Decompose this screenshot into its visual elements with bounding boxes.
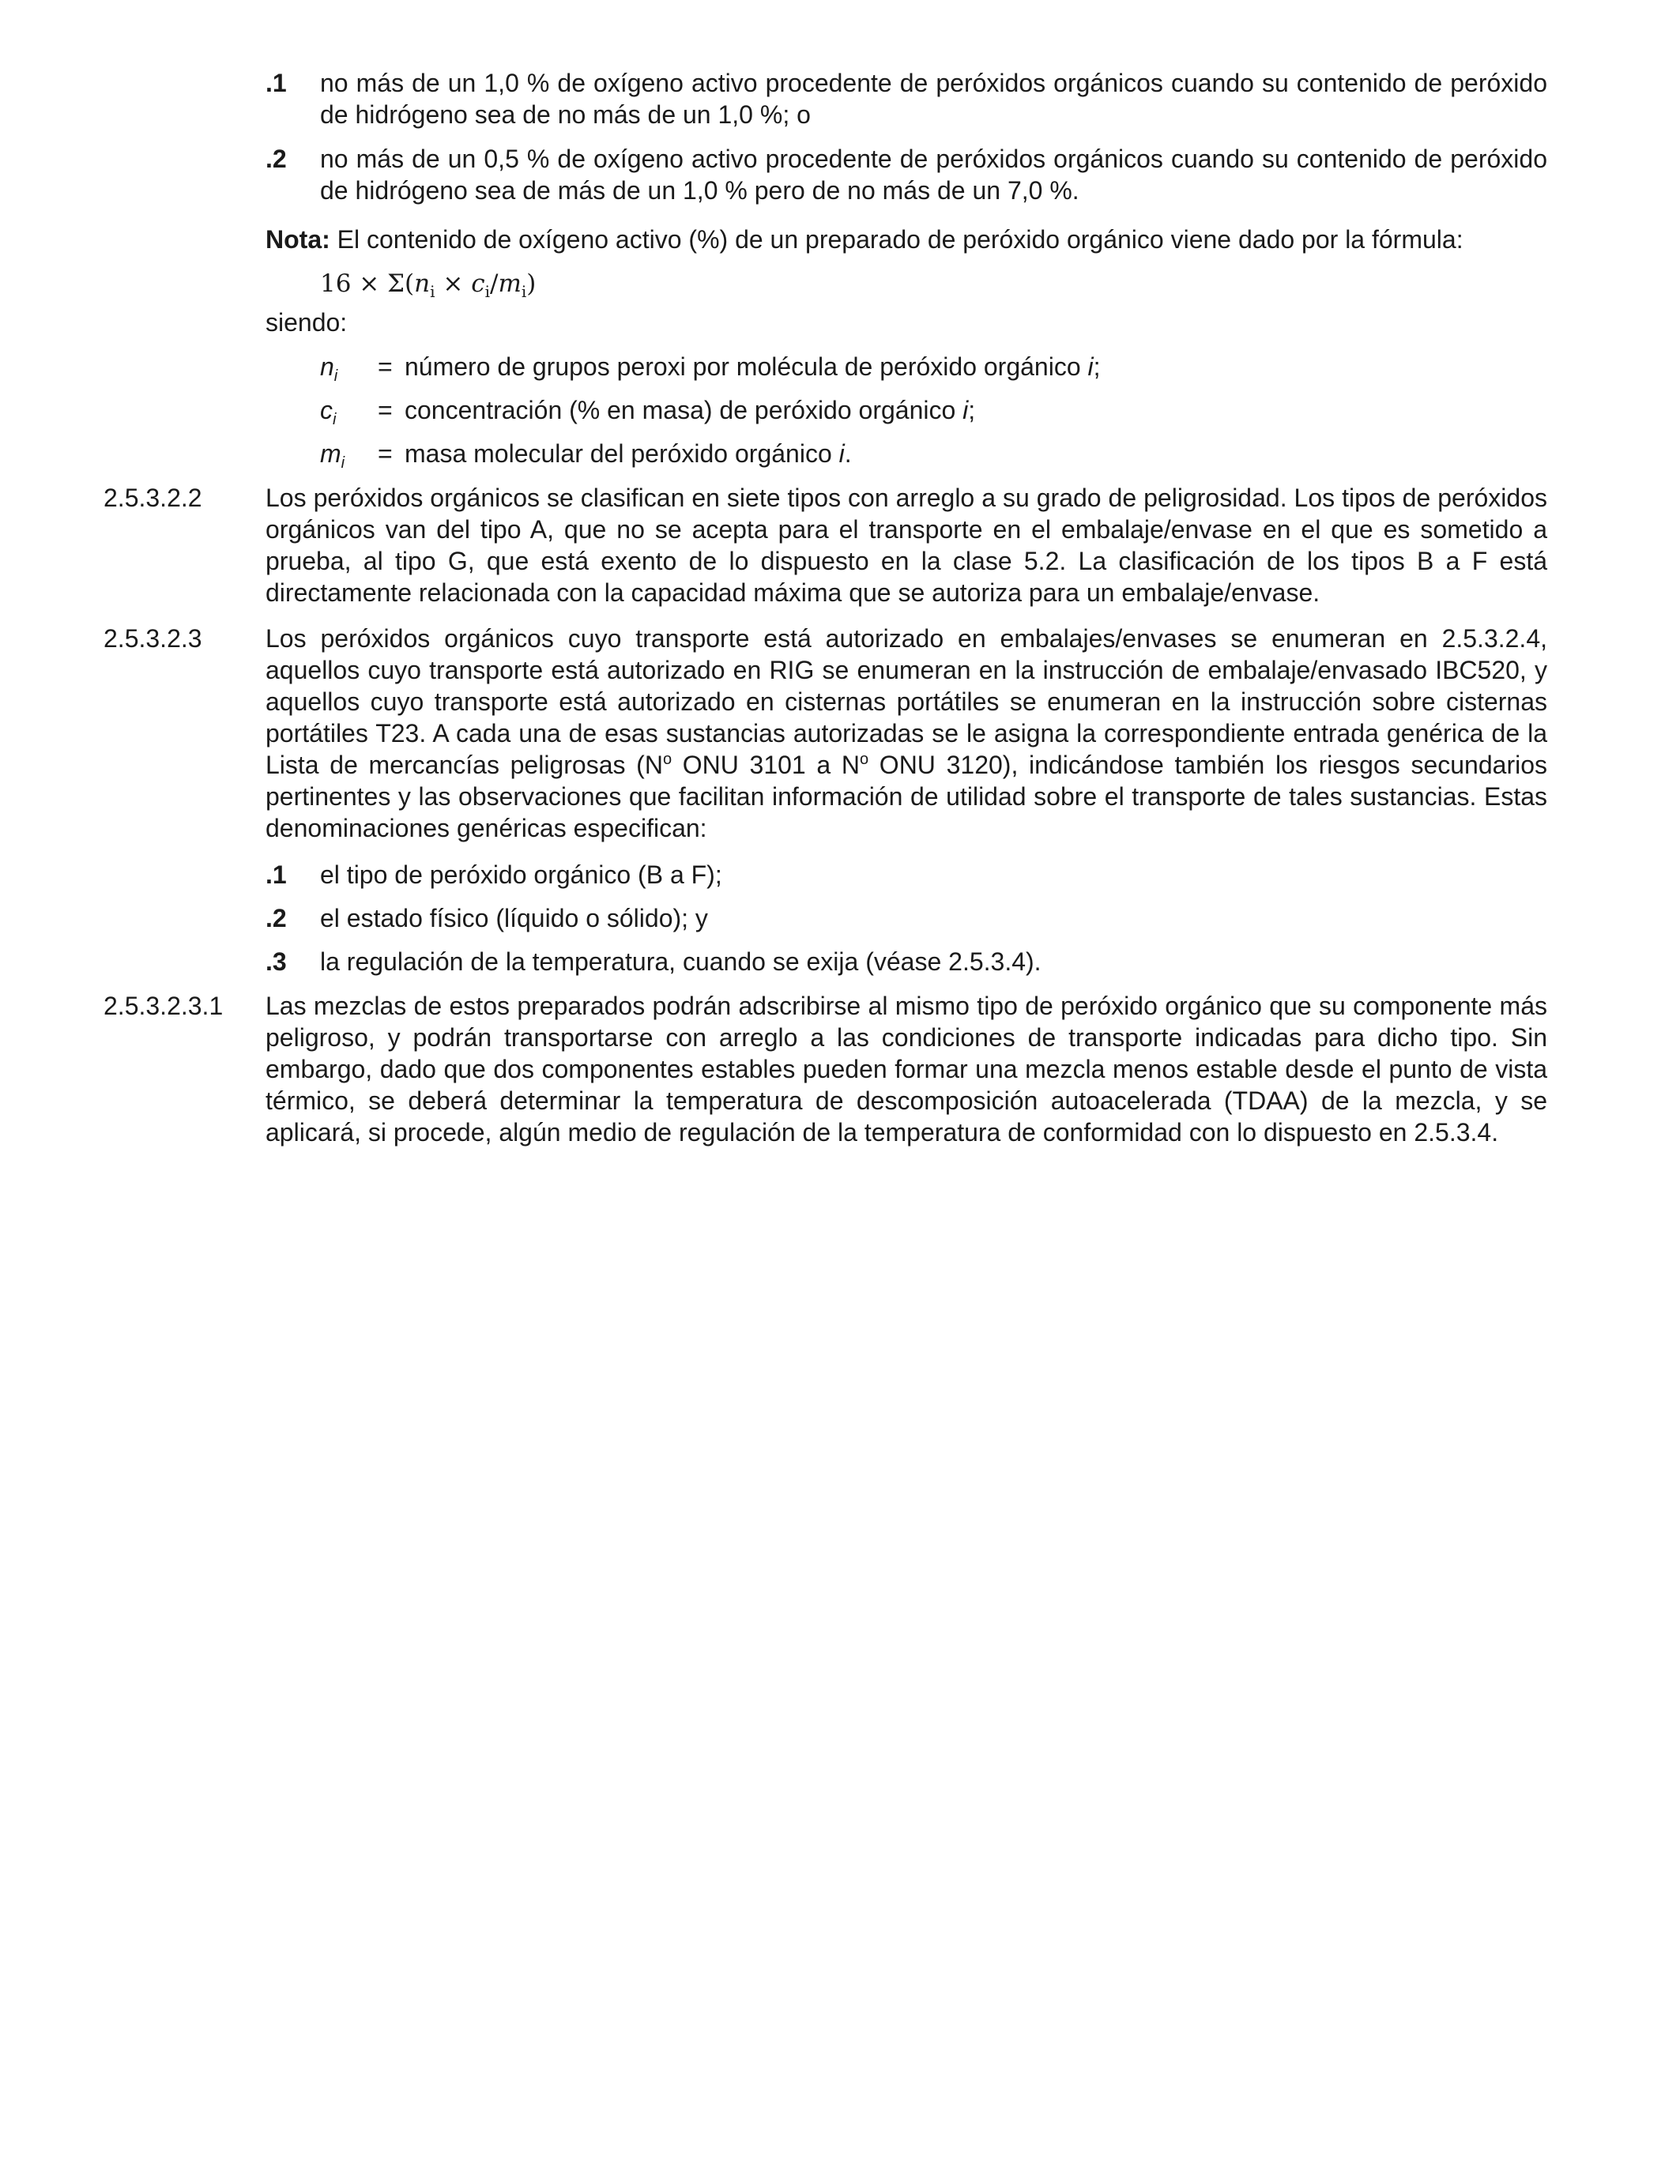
definition-text: número de grupos peroxi por molécula de peróxido orgánico i; (405, 352, 1101, 381)
list-item-text: la regulación de la temperatura, cuando se exija (véase 2.5.3.4). (320, 947, 1042, 976)
list-item-text: el estado físico (líquido o sólido); y (320, 904, 708, 932)
definition-text: masa molecular del peróxido orgánico i. (405, 439, 852, 468)
siendo-label: siendo: (266, 308, 348, 337)
list-item-label: .1 (266, 860, 287, 889)
section-number: 2.5.3.2.2 (104, 484, 202, 512)
definition-text: concentración (% en masa) de peróxido orgánico i; (405, 396, 976, 424)
definition-variable: $m_i$ (320, 439, 345, 472)
section-text: Las mezclas de estos preparados podrán adscribirse al mismo tipo de peróxido orgánico que su componente más peligroso, y podrán transportarse con arreglo a las condiciones de transporte indicadas para dicho tipo. Sin embargo, dado que dos componentes estables pueden formar una mezcla menos estable desde el punto de vista térmico, se deberá determinar la temperatura de descomposición autoacelerada (TDAA) de la mezcla, y se aplicará, si procede, algún medio de regulación de la temperatura de conformidad con lo dispuesto en 2.5.3.4. (266, 992, 1547, 1147)
list-item-label: .2 (266, 145, 287, 173)
section-text: Los peróxidos orgánicos cuyo transporte está autorizado en embalajes/envases se enumeran en 2.5.3.2.4, aquellos cuyo transporte está autorizado en RIG se enumeran en la instrucción de embalaje/envasado IBC520, y aquellos cuyo transporte está autorizado en cisternas portátiles se enumeran en la instrucción sobre cisternas portátiles T23. A cada una de esas sustancias autorizadas se le asigna la correspondiente entrada genérica de la Lista de mercancías peligrosas ($N^o$ ONU 3101 a $N^o$ ONU 3120), indicándose también los riesgos secundarios pertinentes y las observaciones que facilitan información de utilidad sobre el transporte de tales sustancias. Estas denominaciones genéricas especifican: (266, 624, 1548, 842)
section-text: Los peróxidos orgánicos se clasifican en siete tipos con arreglo a su grado de peligrosidad. Los tipos de peróxidos orgánicos van del tipo A, que no se acepta para el transporte en el embalaje/envase en el que es sometido a prueba, al tipo G, que está exento de lo dispuesto en la clase 5.2. La clasificación de los tipos B a F está directamente relacionada con la capacidad máxima que se autoriza para un embalaje/envase. (266, 484, 1547, 607)
list-item-label: .1 (266, 69, 287, 97)
list-item-text: el tipo de peróxido orgánico (B a F); (320, 860, 722, 889)
definition-variable: $n_i$ (320, 352, 338, 385)
formula: $16 \times \Sigma(n_i \times c_i/m_i)$ (320, 269, 537, 301)
definition-variable: $c_i$ (320, 396, 337, 428)
list-item-label: .2 (266, 904, 287, 932)
note-text: El contenido de oxígeno activo (%) de un preparado de peróxido orgánico viene dado por la fórmula: (330, 225, 1463, 254)
list-item-text: no más de un 1,0 % de oxígeno activo procedente de peróxidos orgánicos cuando su contenido de peróxido de hidrógeno sea de no más de un 1,0 %; o (320, 69, 1547, 129)
section-number: 2.5.3.2.3.1 (104, 992, 224, 1020)
equals-sign: = (378, 352, 393, 381)
equals-sign: = (378, 439, 393, 468)
section-number: 2.5.3.2.3 (104, 624, 202, 653)
equals-sign: = (378, 396, 393, 424)
list-item-label: .3 (266, 947, 287, 976)
note-label: Nota: (266, 225, 330, 254)
note-paragraph (266, 224, 1547, 255)
list-item-text: no más de un 0,5 % de oxígeno activo procedente de peróxidos orgánicos cuando su contenido de peróxido de hidrógeno sea de más de un 1,0 % pero de no más de un 7,0 %. (320, 145, 1547, 205)
